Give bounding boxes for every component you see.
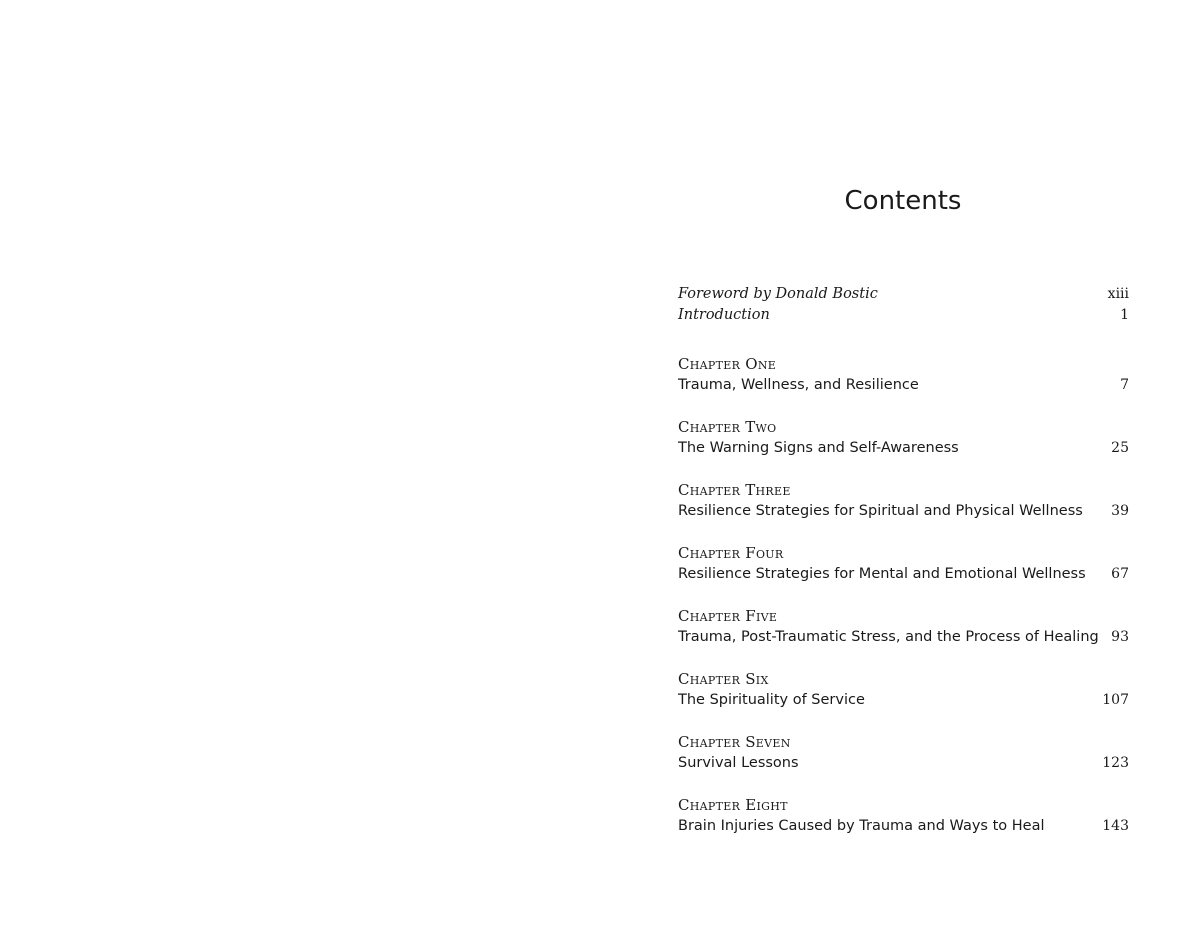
chapter-list (678, 354, 1129, 858)
toc-page-number: 123 (1102, 755, 1129, 771)
toc-entry-chapter-four[interactable] (678, 543, 1129, 606)
toc-page-number: 67 (1111, 566, 1129, 582)
chapter-number: Chapter Three (678, 481, 791, 499)
chapter-number: Chapter One (678, 355, 777, 373)
toc-entry-introduction[interactable] (678, 305, 1129, 326)
table-of-contents (678, 284, 1129, 858)
chapter-number: Chapter Six (678, 670, 769, 688)
chapter-title: Brain Injuries Caused by Trauma and Ways to Heal (678, 818, 1045, 834)
toc-page-number: 25 (1111, 440, 1129, 456)
chapter-title: Resilience Strategies for Spiritual and Physical Wellness (678, 503, 1083, 519)
toc-entry-chapter-six[interactable] (678, 669, 1129, 732)
toc-page-number: 93 (1111, 629, 1129, 645)
toc-entry-foreword[interactable] (678, 284, 1129, 305)
chapter-number: Chapter Eight (678, 796, 788, 814)
toc-entry-chapter-one[interactable] (678, 354, 1129, 417)
chapter-number: Chapter Seven (678, 733, 791, 751)
toc-page-number: 1 (1120, 307, 1129, 323)
page-title: Contents (844, 186, 962, 216)
chapter-title: Trauma, Wellness, and Resilience (678, 377, 919, 393)
toc-page-number: 107 (1102, 692, 1129, 708)
toc-entry-chapter-seven[interactable] (678, 732, 1129, 795)
contents-page (600, 0, 1200, 927)
chapter-title: The Warning Signs and Self-Awareness (678, 440, 959, 456)
chapter-title: Trauma, Post-Traumatic Stress, and the Process of Healing (678, 629, 1099, 645)
chapter-number: Chapter Five (678, 607, 778, 625)
toc-entry-chapter-three[interactable] (678, 480, 1129, 543)
toc-entry-label: Introduction (678, 307, 770, 323)
toc-page-number: 7 (1120, 377, 1129, 393)
toc-page-number: xiii (1107, 286, 1129, 302)
chapter-title: Resilience Strategies for Mental and Emotional Wellness (678, 566, 1086, 582)
toc-entry-chapter-two[interactable] (678, 417, 1129, 480)
chapter-title: Survival Lessons (678, 755, 799, 771)
chapter-number: Chapter Four (678, 544, 784, 562)
toc-page-number: 143 (1102, 818, 1129, 834)
toc-entry-chapter-eight[interactable] (678, 795, 1129, 858)
toc-page-number: 39 (1111, 503, 1129, 519)
chapter-title: The Spirituality of Service (678, 692, 865, 708)
chapter-number: Chapter Two (678, 418, 777, 436)
toc-entry-chapter-five[interactable] (678, 606, 1129, 669)
toc-entry-label: Foreword by Donald Bostic (678, 286, 878, 302)
